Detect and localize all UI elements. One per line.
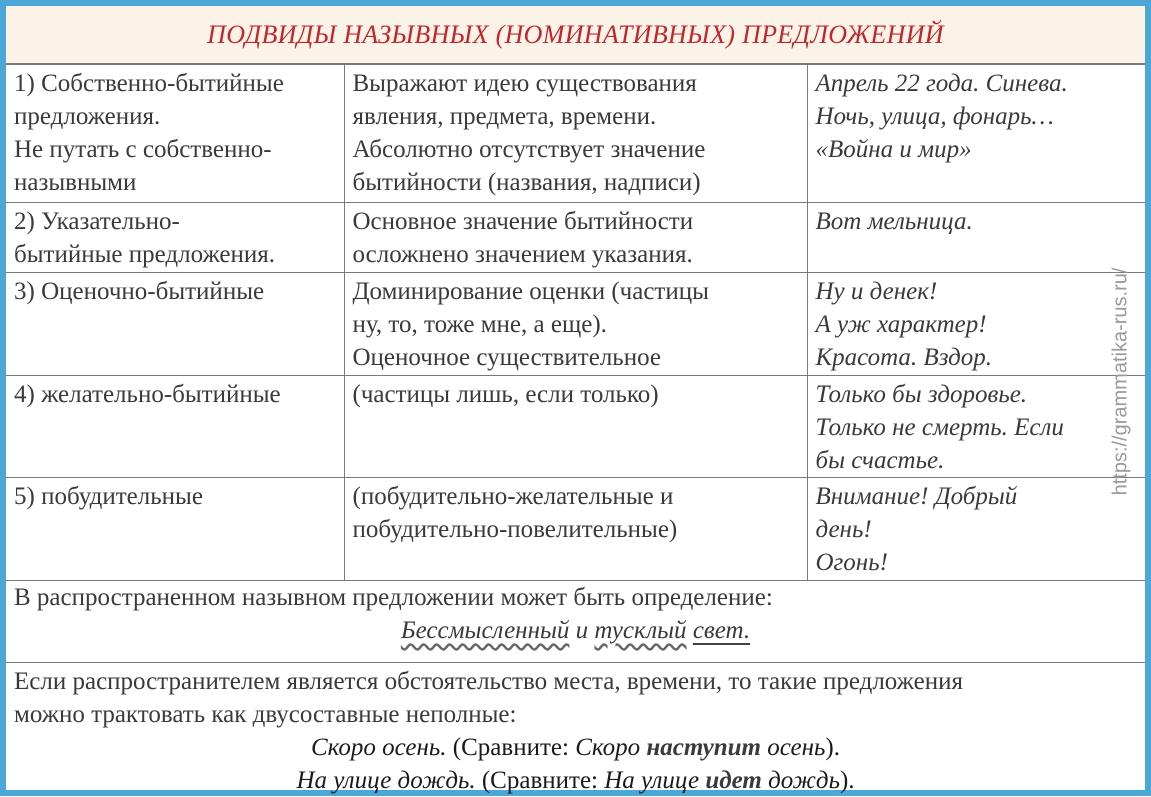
example-line: день! <box>815 516 872 543</box>
subtype-description-cell <box>344 376 807 478</box>
example-phrase: Скоро <box>575 734 641 761</box>
table-row <box>6 478 1145 581</box>
example-line: Огонь! <box>815 549 888 576</box>
subtype-name-cell <box>6 203 344 273</box>
closing-paren: ). <box>839 767 855 794</box>
circumstance-example-1 <box>14 731 1137 764</box>
subtype-description-cell <box>344 65 807 203</box>
example-phrase: дождь <box>768 767 840 794</box>
example-predicate: наступит <box>646 734 762 761</box>
circumstance-note-line: можно трактовать как двусоставные неполные: <box>14 701 517 728</box>
subtype-name-line: 3) Оценочно-бытийные <box>14 278 265 305</box>
circumstance-note <box>6 663 1145 796</box>
description-line: побудительно-повелительные) <box>352 516 678 543</box>
example-line: Ночь, улица, фонарь… <box>815 103 1054 130</box>
table-row <box>6 273 1145 376</box>
example-line: бы счастье. <box>815 447 945 474</box>
description-line: явления, предмета, времени. <box>352 103 657 130</box>
example-line: Ну и денек! <box>815 278 938 305</box>
compare-label: (Сравните: <box>475 767 605 794</box>
table-row <box>6 203 1145 273</box>
subtype-name-cell <box>6 273 344 376</box>
table-row <box>6 376 1145 478</box>
circumstance-example-2 <box>14 764 1137 797</box>
subtype-description-cell <box>344 203 807 273</box>
watermark-url: https://grammatika-rus.ru/ <box>1109 267 1132 495</box>
closing-paren: ). <box>825 734 840 761</box>
example-word-conjunction: и <box>575 617 589 644</box>
example-line: Только бы здоровье. <box>815 381 1028 408</box>
description-line: Доминирование оценки (частицы <box>352 278 709 305</box>
example-phrase: осень <box>767 734 826 761</box>
description-line: Основное значение бытийности <box>352 208 694 235</box>
example-word-attribute: Бессмысленный <box>400 617 570 644</box>
subtype-name-line: Не путать с собственно- <box>14 136 272 163</box>
definition-note <box>6 579 1145 663</box>
subtype-description-cell <box>344 273 807 376</box>
subtype-examples-cell <box>807 478 1145 581</box>
description-line: Абсолютно отсутствует значение <box>352 136 706 163</box>
title-row <box>6 6 1145 64</box>
subtype-examples-cell <box>807 273 1145 376</box>
subtype-name-line: бытийные предложения. <box>14 241 275 268</box>
example-phrase: На улице дождь. <box>296 767 476 794</box>
example-line: Апрель 22 года. Синева. <box>815 70 1068 97</box>
example-line: «Война и мир» <box>815 136 972 163</box>
subtype-name-line: 5) побудительные <box>14 483 203 510</box>
subtype-name-cell <box>6 478 344 581</box>
description-line: Оценочное существительное <box>352 344 661 371</box>
definition-example <box>14 614 1137 647</box>
subtype-name-line: 2) Указательно- <box>14 208 180 235</box>
subtype-name-line: 1) Собственно-бытийные <box>14 70 284 97</box>
page-title: ПОДВИДЫ НАЗЫВНЫХ (НОМИНАТИВНЫХ) ПРЕДЛОЖЕНИЙ <box>207 19 944 49</box>
subtype-examples-cell <box>807 376 1145 478</box>
example-line: Только не смерть. Если <box>815 414 1064 441</box>
example-word-attribute: тусклый <box>594 617 687 644</box>
description-line: (побудительно-желательные и <box>352 483 674 510</box>
watermark <box>1105 236 1137 526</box>
subtype-name-line: предложения. <box>14 103 161 130</box>
table-row <box>6 65 1145 203</box>
definition-note-text: В распространенном назывном предложении может быть определение: <box>14 584 773 611</box>
subtype-name-cell <box>6 376 344 478</box>
example-phrase: Скоро осень. <box>310 734 447 761</box>
subtype-name-cell <box>6 65 344 203</box>
description-line: бытийности (названия, надписи) <box>352 169 701 196</box>
circumstance-note-line: Если распространителем является обстоятельство места, времени, то такие предложения <box>14 668 963 695</box>
example-predicate: идет <box>705 767 762 794</box>
example-line: А уж характер! <box>815 311 987 338</box>
description-line: осложнено значением указания. <box>352 241 693 268</box>
subtype-examples-cell <box>807 65 1145 203</box>
example-word-subject: свет. <box>692 617 751 644</box>
subtype-name-line: 4) желательно-бытийные <box>14 381 281 408</box>
example-line: Внимание! Добрый <box>815 483 1018 510</box>
subtype-description-cell <box>344 478 807 581</box>
subtype-examples-cell <box>807 203 1145 273</box>
example-phrase: На улице <box>604 767 700 794</box>
subtypes-table <box>6 64 1145 581</box>
compare-label: (Сравните: <box>446 734 576 761</box>
description-line: Выражают идею существования <box>352 70 697 97</box>
example-line: Вот мельница. <box>815 208 973 235</box>
example-line: Красота. Вздор. <box>815 344 993 371</box>
description-line: (частицы лишь, если только) <box>352 381 659 408</box>
description-line: ну, то, тоже мне, а еще). <box>352 311 607 338</box>
subtype-name-line: назывными <box>14 169 137 196</box>
